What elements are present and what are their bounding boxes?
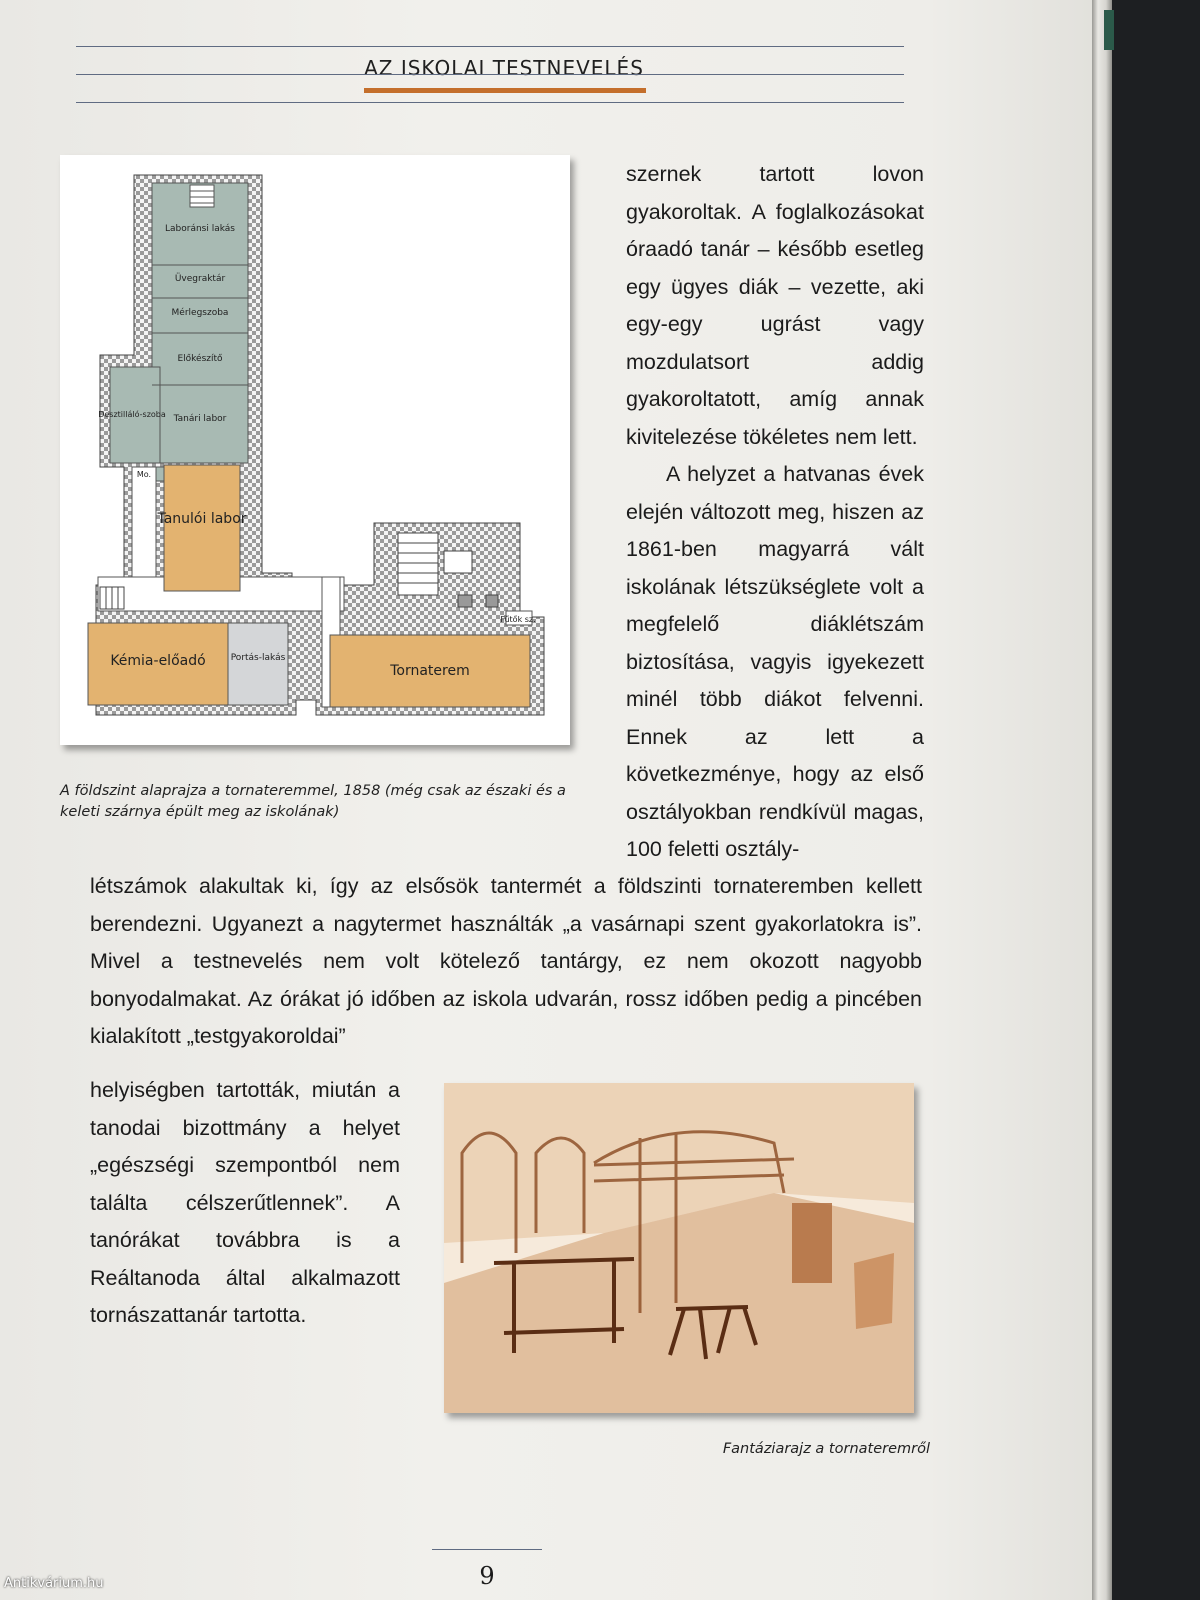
label-tornaterem: Tornaterem <box>390 663 470 679</box>
label-elokeszito: Előkészítő <box>177 354 223 364</box>
left-column-text: helyiségben tartották, miután a tanodai bizottmány a helyet „egészségi szempontból nem találta célszerűtlennek”. A tanórákat továbbra is a Reáltanoda által alkalmazott tornászattanár tartotta. <box>90 1078 400 1327</box>
folio-rule <box>432 1549 542 1550</box>
floor-plan-figure <box>60 155 570 745</box>
paragraph: szernek tartott lovon gyakoroltak. A foglalkozásokat óraadó tanár – később esetleg egy ügyes diák – vezette, aki egy-egy ugrást vagy mozdulatsort addig gyakoroltatott, amíg annak kivitelezése tökéletes nem lett. <box>626 162 924 449</box>
label-kemia-eloado: Kémia-előadó <box>110 653 206 669</box>
paragraph: A helyzet a hatvanas évek elején változott meg, hiszen az 1861-ben magyarrá vált iskolának létszükséglete volt a megfelelő diáklétszám biztosítása, vagyis igyekezett minél több diákot felvenni. Ennek az lett a következménye, hogy az első osztályokban rendkívül magas, 100 feletti osztály- <box>626 462 924 861</box>
header-rule-top <box>76 46 904 47</box>
book-cover <box>1112 0 1200 1600</box>
floor-plan-caption: A földszint alaprajza a tornateremmel, 1858 (még csak az északi és a keleti szárnya épült meg az iskolának) <box>60 783 566 820</box>
cover-ribbon <box>1104 10 1114 50</box>
label-mo: Mo. <box>136 470 152 479</box>
gym-sketch-drawing <box>444 1083 914 1413</box>
label-portas-lakas: Portás-lakás <box>230 653 286 663</box>
page-number: 9 <box>479 1562 495 1590</box>
label-uvegraktar: Üvegraktár <box>174 274 226 284</box>
label-futok: Fűtők sz. <box>500 615 536 624</box>
full-width-text: létszámok alakultak ki, így az elsősök tantermét a földszinti tornateremben kellett berendezni. Ugyanezt a nagytermet használták „a vasárnapi szent gyakorlatokra is”. Mivel a testnevelés nem volt kötelező tantárgy, ez nem okozott nagyobb bonyodalmakat. Az órákat jó időben az iskola udvarán, rossz időben pedig a pincében kialakított „testgyakoroldai” <box>90 874 922 1048</box>
floor-plan-drawing <box>60 155 570 745</box>
sketch-caption: Fantáziarajz a tornateremről <box>722 1441 930 1457</box>
porter-room <box>228 623 288 705</box>
page-edge <box>1092 0 1112 1600</box>
header-accent-bar <box>364 88 646 93</box>
gym-sketch-figure <box>444 1083 914 1413</box>
running-header: AZ ISKOLAI TESTNEVELÉS <box>364 56 644 80</box>
label-laboransi: Laboránsi lakás <box>165 224 235 234</box>
right-column-text <box>626 156 924 869</box>
label-tanari-labor: Tanári labor <box>173 414 227 424</box>
label-desztillalo: Desztilláló-szoba <box>98 410 166 419</box>
header-rule-bottom <box>76 102 904 103</box>
header-rule-middle <box>76 74 904 75</box>
watermark: Antikvárium.hu <box>4 1576 104 1591</box>
label-merlegszoba: Mérlegszoba <box>171 308 229 318</box>
label-tanuloi-labor: Tanulói labor <box>157 511 247 527</box>
